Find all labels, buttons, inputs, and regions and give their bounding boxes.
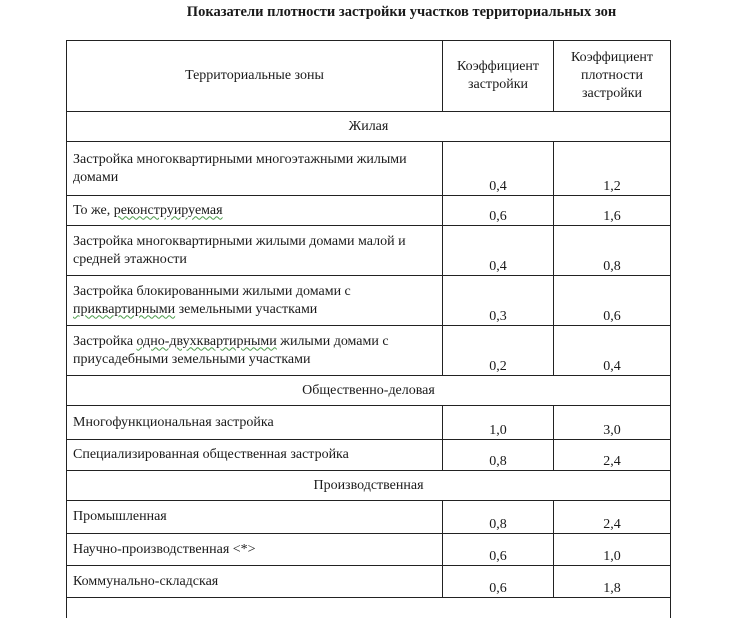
- zone-name-part: земельными участками: [175, 302, 317, 317]
- building-coefficient: 0,2: [443, 326, 554, 376]
- table-row: [67, 196, 671, 226]
- header-density-coefficient: Коэффициент плотности застройки: [554, 41, 671, 112]
- density-coefficient: 0,4: [554, 326, 671, 376]
- building-coefficient: 0,4: [443, 142, 554, 196]
- table-row: [67, 406, 671, 440]
- table-row: [67, 142, 671, 196]
- density-coefficient: 1,0: [554, 534, 671, 566]
- building-coefficient: 0,8: [443, 440, 554, 471]
- group-row: [67, 112, 671, 142]
- zone-name: [67, 196, 443, 226]
- document-title: Показатели плотности застройки участков территориальных зон: [0, 4, 743, 21]
- zone-name: Научно-производственная <*>: [67, 534, 443, 566]
- density-coefficient: 0,6: [554, 276, 671, 326]
- zone-name: Коммунально-складская: [67, 566, 443, 598]
- building-coefficient: 0,6: [443, 534, 554, 566]
- table-row: [67, 566, 671, 598]
- table-row: [67, 501, 671, 534]
- group-industrial: Производственная: [67, 471, 671, 501]
- table-row: [67, 534, 671, 566]
- zone-name-part: То же,: [73, 203, 114, 218]
- zone-name: Застройка многоквартирными жилыми домами малой и средней этажности: [67, 226, 443, 276]
- zone-name-flagged-word: реконструируемая: [114, 203, 223, 218]
- table-row: [67, 326, 671, 376]
- zone-name-part: Застройка блокированными жилыми домами с: [73, 284, 351, 299]
- header-building-coefficient: Коэффициент застройки: [443, 41, 554, 112]
- zone-name-flagged-word: одно-двухквартирными: [137, 334, 277, 349]
- building-coefficient: 0,4: [443, 226, 554, 276]
- building-coefficient: 0,6: [443, 566, 554, 598]
- zone-name: Специализированная общественная застройка: [67, 440, 443, 471]
- group-row: [67, 376, 671, 406]
- header-zones: Территориальные зоны: [67, 41, 443, 112]
- zone-name: [67, 326, 443, 376]
- density-coefficient: 1,2: [554, 142, 671, 196]
- zone-name-part: жилыми домами с приусадебными земельными участками: [73, 334, 389, 367]
- building-coefficient: 0,8: [443, 501, 554, 534]
- building-coefficient: 0,3: [443, 276, 554, 326]
- group-business: Общественно-деловая: [67, 376, 671, 406]
- group-residential: Жилая: [67, 112, 671, 142]
- building-coefficient: 1,0: [443, 406, 554, 440]
- density-coefficient: 1,6: [554, 196, 671, 226]
- zone-name: Застройка многоквартирными многоэтажными жилыми домами: [67, 142, 443, 196]
- density-table: [66, 40, 671, 618]
- density-coefficient: 1,8: [554, 566, 671, 598]
- zone-name-flagged-word: приквартирными: [73, 302, 175, 317]
- zone-name: [67, 276, 443, 326]
- density-coefficient: 2,4: [554, 440, 671, 471]
- table-header-row: [67, 41, 671, 112]
- zone-name-part: Застройка: [73, 334, 137, 349]
- zone-name: Промышленная: [67, 501, 443, 534]
- table-row: [67, 226, 671, 276]
- density-coefficient: 3,0: [554, 406, 671, 440]
- table-row: [67, 276, 671, 326]
- table-row: [67, 440, 671, 471]
- zone-name: Многофункциональная застройка: [67, 406, 443, 440]
- density-coefficient: 0,8: [554, 226, 671, 276]
- density-coefficient: 2,4: [554, 501, 671, 534]
- building-coefficient: 0,6: [443, 196, 554, 226]
- group-row: [67, 471, 671, 501]
